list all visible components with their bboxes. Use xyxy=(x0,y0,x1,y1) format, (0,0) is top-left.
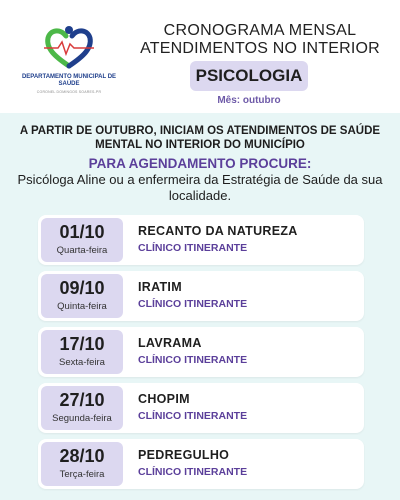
appointment-service: CLÍNICO ITINERANTE xyxy=(138,466,248,478)
appointment-date: 27/10 xyxy=(59,390,105,410)
appointment-card xyxy=(38,215,364,265)
heart-hands-icon xyxy=(34,22,104,72)
title-line-2: ATENDIMENTOS NO INTERIOR xyxy=(140,40,380,57)
schedule-instructions: Psicóloga Aline ou a enfermeira da Estratégia de Saúde da sua localidade. xyxy=(17,172,383,203)
appointment-date: 09/10 xyxy=(59,278,105,298)
appointment-service: CLÍNICO ITINERANTE xyxy=(138,354,248,366)
date-box xyxy=(41,330,123,374)
logo-subtitle: CORONEL DOMINGOS SOARES-PR xyxy=(36,90,102,94)
appointment-location: CHOPIM xyxy=(138,392,190,406)
specialty-badge: PSICOLOGIA xyxy=(190,61,308,91)
date-box xyxy=(41,386,123,430)
appointment-location: IRATIM xyxy=(138,280,182,294)
appointment-service: CLÍNICO ITINERANTE xyxy=(138,298,248,310)
appointment-weekday: Segunda-feira xyxy=(52,413,112,424)
date-box xyxy=(41,218,123,262)
appointment-card xyxy=(38,383,364,433)
appointment-weekday: Terça-feira xyxy=(59,469,105,480)
appointment-weekday: Quarta-feira xyxy=(56,245,108,256)
month-label: Mês: outubro xyxy=(217,95,281,106)
header xyxy=(0,0,400,113)
intro-text: A PARTIR DE OUTUBRO, INICIAM OS ATENDIMENTOS DE SAÚDE MENTAL NO INTERIOR DO MUNICÍPIO xyxy=(19,125,381,151)
department-logo xyxy=(14,22,124,104)
appointment-date: 28/10 xyxy=(59,446,105,466)
appointment-date: 01/10 xyxy=(59,222,105,242)
schedule-heading: PARA AGENDAMENTO PROCURE: xyxy=(88,156,312,171)
appointment-card xyxy=(38,327,364,377)
title-line-1: CRONOGRAMA MENSAL xyxy=(163,22,357,39)
appointment-location: RECANTO DA NATUREZA xyxy=(138,224,298,238)
appointment-location: PEDREGULHO xyxy=(138,448,230,462)
appointment-location: LAVRAMA xyxy=(138,336,202,350)
appointment-card xyxy=(38,271,364,321)
appointment-weekday: Sexta-feira xyxy=(59,357,105,368)
date-box xyxy=(41,442,123,486)
appointment-weekday: Quinta-feira xyxy=(57,301,107,312)
logo-title: DEPARTAMENTO MUNICIPAL DE SAÚDE xyxy=(21,74,117,87)
date-box xyxy=(41,274,123,318)
appointment-card xyxy=(38,439,364,489)
appointment-date: 17/10 xyxy=(59,334,105,354)
appointment-service: CLÍNICO ITINERANTE xyxy=(138,242,248,254)
appointment-service: CLÍNICO ITINERANTE xyxy=(138,410,248,422)
